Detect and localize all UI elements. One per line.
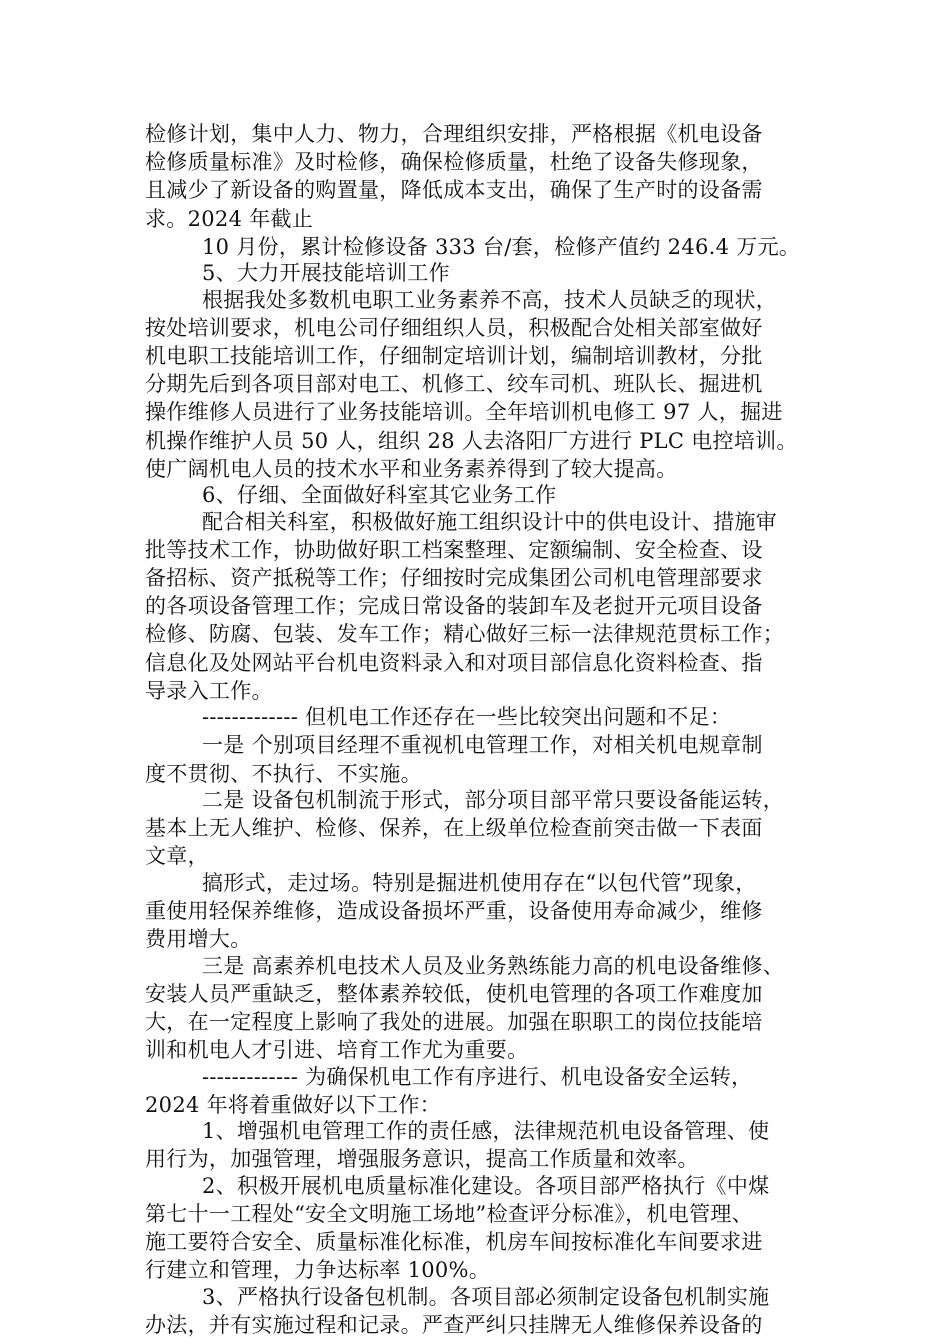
text-line: 重使用轻保养维修，造成设备损坏严重，设备使用寿命减少，维修 [145, 899, 763, 923]
text-line: 第七十一工程处“安全文明施工场地”检查评分标准》，机电管理、 [145, 1202, 753, 1226]
text-line: 度不贯彻、不执行、不实施。 [145, 762, 422, 786]
text-line: 检修计划，集中人力、物力，合理组织安排，严格根据《机电设备 [145, 122, 763, 146]
text-line: 二是 设备包机制流于形式，部分项目部平常只要设备能运转， [202, 788, 785, 812]
text-line: 的各项设备管理工作；完成日常设备的装卸车及老挝开元项目设备 [145, 594, 763, 618]
text-line: 按处培训要求，机电公司仔细组织人员，积极配合处相关部室做好 [145, 316, 763, 340]
text-line: 检修质量标准》及时检修，确保检修质量，杜绝了设备失修现象， [145, 150, 763, 174]
text-line: 2024 年将着重做好以下工作： [145, 1093, 441, 1117]
text-line: 施工要符合安全、质量标准化标准，机房车间按标准化车间要求进 [145, 1230, 763, 1254]
text-line: 求。2024 年截止 [145, 207, 314, 231]
text-line: 办法，并有实施过程和记录。严查严纠只挂牌无人维修保养设备的 [145, 1313, 763, 1337]
text-line: 大，在一定程度上影响了我处的进展。加强在职职工的岗位技能培 [145, 1010, 763, 1034]
text-line: 用行为，加强管理，增强服务意识，提高工作质量和效率。 [145, 1147, 699, 1171]
text-line: 训和机电人才引进、培育工作尤为重要。 [145, 1038, 529, 1062]
section-heading: 6、仔细、全面做好科室其它业务工作 [202, 483, 557, 507]
text-line: 且减少了新设备的购置量，降低成本支出，确保了生产时的设备需 [145, 178, 763, 202]
text-line: 2、积极开展机电质量标准化建设。各项目部严格执行《中煤 [202, 1174, 770, 1198]
text-line: 备招标、资产抵税等工作；仔细按时完成集团公司机电管理部要求 [145, 566, 763, 590]
text-line: 三是 高素养机电技术人员及业务熟练能力高的机电设备维修、 [202, 954, 785, 978]
text-line: 根据我处多数机电职工业务素养不高，技术人员缺乏的现状， [202, 288, 778, 312]
divider-text-line: ------------- 但机电工作还存在一些比较突出问题和不足： [202, 705, 732, 729]
text-line: 文章， [145, 844, 209, 868]
text-line: 费用增大。 [145, 927, 252, 951]
text-line: 检修、防腐、包装、发车工作；精心做好三标一法律规范贯标工作； [145, 622, 784, 646]
divider-text-line: ------------- 为确保机电工作有序进行、机电设备安全运转， [202, 1065, 753, 1089]
text-line: 一是 个别项目经理不重视机电管理工作，对相关机电规章制 [202, 733, 763, 757]
text-line: 行建立和管理，力争达标率 100%。 [145, 1258, 491, 1282]
text-line: 基本上无人维护、检修、保养，在上级单位检查前突击做一下表面 [145, 816, 763, 840]
text-line: 信息化及处网站平台机电资料录入和对项目部信息化资料检查、指 [145, 651, 763, 675]
text-line: 操作维修人员进行了业务技能培训。全年培训机电修工 97 人，掘进 [145, 400, 783, 424]
text-line: 安装人员严重缺乏，整体素养较低，使机电管理的各项工作难度加 [145, 982, 763, 1006]
text-line: 机电职工技能培训工作，仔细制定培训计划，编制培训教材，分批 [145, 344, 763, 368]
section-heading: 5、大力开展技能培训工作 [202, 261, 450, 285]
text-line: 导录入工作。 [145, 679, 273, 703]
text-line: 搞形式，走过场。特别是掘进机使用存在“以包代管”现象， [202, 871, 757, 895]
text-line: 分期先后到各项目部对电工、机修工、绞车司机、班队长、掘进机 [145, 372, 763, 396]
text-line: 10 月份，累计检修设备 333 台/套，检修产值约 246.4 万元。 [202, 235, 801, 259]
text-line: 3、严格执行设备包机制。各项目部必须制定设备包机制实施 [202, 1285, 770, 1309]
text-line: 1、增强机电管理工作的责任感，法律规范机电设备管理、使 [202, 1119, 770, 1143]
text-line: 批等技术工作，协助做好职工档案整理、定额编制、安全检查、设 [145, 538, 763, 562]
text-line: 机操作维护人员 50 人，组织 28 人去洛阳厂方进行 PLC 电控培训。 [145, 429, 798, 453]
text-line: 使广阔机电人员的技术水平和业务素养得到了较大提高。 [145, 457, 678, 481]
text-line: 配合相关科室，积极做好施工组织设计中的供电设计、措施审 [202, 510, 778, 534]
